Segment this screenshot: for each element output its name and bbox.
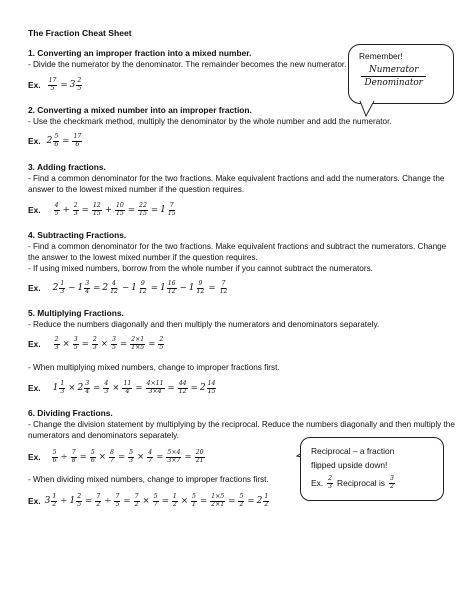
math-operator: ÷ (104, 496, 112, 507)
math-operator: = (123, 496, 131, 507)
section-5-heading: 5. Multiplying Fractions. (28, 308, 124, 318)
denominator: 4 (85, 387, 90, 395)
denominator: 2×1 (211, 500, 225, 508)
denominator: 5 (115, 500, 120, 508)
math-operator: × (180, 496, 189, 507)
denominator: 2 (134, 500, 139, 508)
denominator: 4 (85, 287, 90, 295)
math-operator: − (121, 283, 130, 294)
denominator: 1×5 (131, 343, 145, 351)
section-4-text-line-1: - Find a common denominator for the two fractions. Make equivalent fractions and subtract the numerators. Change (28, 242, 447, 251)
denominator: 12 (196, 287, 205, 295)
denominator: 12 (110, 287, 118, 295)
whole-number: 2 (256, 496, 263, 507)
math-operator: = (119, 339, 128, 350)
numerator: 9 (198, 280, 203, 287)
denominator: 2 (239, 500, 244, 508)
reciprocal-phrase: Reciprocal is (337, 478, 385, 489)
whole-number: 1 (69, 496, 76, 507)
numerator: 5 (153, 493, 158, 500)
numerator: 4 (148, 449, 153, 456)
whole-number: 1 (52, 383, 59, 394)
whole-number: 2 (46, 136, 53, 147)
denominator: 7 (110, 456, 114, 464)
numerator: 2 (328, 475, 333, 482)
denominator: 7 (153, 500, 158, 508)
numerator: 2 (54, 336, 59, 343)
numerator: 5 (52, 449, 57, 456)
math-operator: − (68, 283, 76, 294)
whole-number: 1 (160, 205, 166, 216)
section-2-heading: 2. Converting a mixed number into an improper fraction. (28, 105, 252, 115)
example-label: Ex. (28, 283, 41, 294)
numerator: 14 (207, 380, 216, 387)
denominator: 1 (192, 500, 196, 508)
numerator: 20 (195, 449, 204, 456)
numerator: 8 (110, 449, 114, 456)
denominator: 3 (73, 209, 78, 217)
numerator: 5 (90, 449, 95, 456)
numerator: 7 (134, 493, 139, 500)
math-operator: × (142, 496, 150, 507)
denominator: 8 (71, 456, 76, 464)
denominator: 3×4 (148, 387, 162, 395)
numerator: 4 (112, 280, 116, 287)
denominator: 5 (112, 343, 116, 351)
math-operator: = (184, 452, 192, 463)
fraction (327, 476, 333, 491)
denominator: 6 (90, 456, 95, 464)
math-operator: = (81, 339, 89, 350)
whole-number: 1 (131, 283, 137, 294)
denominator: 2 (264, 500, 269, 508)
denominator: 15 (92, 209, 101, 217)
numerator: 9 (140, 280, 145, 287)
numerator: 4×11 (146, 380, 164, 387)
denominator: 3×7 (167, 456, 181, 464)
remember-label: Remember! (359, 51, 403, 61)
section-4-text-line-2: the answer to the lowest mixed number if the question requires. (28, 253, 258, 262)
reciprocal-line-1: Reciprocal – a fraction (311, 446, 395, 456)
numerator: 3 (85, 280, 90, 287)
math-operator: = (167, 383, 175, 394)
math-operator: = (79, 452, 87, 463)
math-operator: ÷ (60, 452, 68, 463)
math-operator: = (127, 205, 136, 216)
denominator: 6 (54, 140, 59, 148)
reciprocal-example (311, 476, 396, 491)
denominator: 21 (195, 456, 204, 464)
section-5-text: - Reduce the numbers diagonally and then multiply the numerators and denominators separately. (28, 320, 380, 329)
math-operator: − (179, 283, 187, 294)
numerator: 1×5 (211, 493, 225, 500)
denominator-word: Denominator (364, 78, 423, 88)
denominator: 15 (115, 209, 124, 217)
math-operator: = (81, 205, 89, 216)
denominator: 3 (328, 482, 333, 490)
math-operator: = (85, 496, 93, 507)
denominator: 7 (148, 456, 153, 464)
numerator: 1 (60, 380, 65, 387)
numerator: 3 (73, 336, 78, 343)
math-operator: = (247, 496, 255, 507)
numerator: 11 (123, 380, 132, 387)
numerator: 44 (178, 380, 187, 387)
numerator: 1 (60, 280, 65, 287)
example-label: Ex. (28, 383, 41, 394)
numerator: 10 (115, 202, 124, 209)
example-label: Ex. (28, 205, 41, 216)
numerator: 17 (73, 133, 82, 140)
numerator: 3 (85, 380, 90, 387)
math-operator: × (62, 339, 70, 350)
numerator: 17 (48, 77, 57, 84)
fraction (326, 476, 334, 491)
section-5-mixed-text: - When multiplying mixed numbers, change to improper fractions first. (28, 363, 280, 372)
denominator: 12 (219, 287, 228, 295)
denominator: 3 (54, 343, 59, 351)
section-4-heading: 4. Subtracting Fractions. (28, 230, 127, 240)
math-operator: × (112, 383, 120, 394)
denominator: 15 (139, 209, 147, 217)
whole-number: 1 (77, 283, 84, 294)
numerator: 5 (239, 493, 244, 500)
numerator: 22 (139, 202, 147, 209)
denominator: 2 (172, 500, 177, 508)
reciprocal-line-2: flipped upside down! (311, 460, 388, 470)
numerator: 4 (54, 202, 59, 209)
fraction (388, 476, 396, 491)
section-3-heading: 3. Adding fractions. (28, 162, 106, 172)
numerator: 2 (159, 336, 164, 343)
whole-number: 2 (199, 383, 206, 394)
math-operator: = (148, 339, 156, 350)
denominator: 15 (167, 209, 176, 217)
whole-number: 3 (69, 80, 76, 91)
numerator: 7 (221, 280, 226, 287)
whole-number: 1 (188, 283, 195, 294)
numerator: 16 (167, 280, 176, 287)
denominator: 2 (390, 482, 394, 490)
numerator: 1 (172, 493, 177, 500)
math-operator: = (117, 452, 126, 463)
section-1-heading: 1. Converting an improper fraction into a mixed number. (28, 48, 252, 58)
example-label: Ex. (28, 136, 41, 147)
numerator: 2 (92, 336, 97, 343)
numerator: 3 (112, 336, 116, 343)
numerator: 2 (73, 202, 78, 209)
numerator: 7 (169, 202, 174, 209)
math-operator: = (228, 496, 236, 507)
math-operator: = (150, 283, 158, 294)
numerator: 5 (129, 449, 134, 456)
numerator: 5 (192, 493, 196, 500)
section-4-text-line-3: - If using mixed numbers, borrow from the whole number if you cannot subtract the numerators. (28, 264, 373, 273)
math-operator: ÷ (60, 496, 68, 507)
denominator: 12 (178, 387, 187, 395)
math-operator: = (93, 283, 101, 294)
numerator: 4 (104, 380, 109, 387)
section-6-text-line-1: - Change the division statement by multiplying by the reciprocal. Reduce the numbers diagonally and then multiply the (28, 420, 455, 429)
denominator: 15 (207, 387, 216, 395)
denominator: 6 (75, 140, 80, 148)
denominator: 2 (96, 500, 101, 508)
math-operator: = (208, 283, 216, 294)
example-label: Ex. (28, 80, 41, 91)
numerator: 1 (264, 493, 269, 500)
denominator: 5 (77, 500, 82, 508)
denominator: 5 (54, 209, 59, 217)
example-label: Ex. (28, 452, 41, 463)
fraction (389, 476, 395, 491)
numerator: 7 (96, 493, 101, 500)
math-operator: = (135, 383, 143, 394)
math-operator: × (137, 452, 145, 463)
denominator: 5 (50, 84, 55, 92)
math-operator: × (100, 339, 108, 350)
section-2-text: - Use the checkmark method, multiply the denominator by the whole number and add the numerator. (28, 117, 392, 126)
math-operator: = (150, 205, 159, 216)
denominator: 3 (60, 387, 65, 395)
denominator: 5 (159, 343, 164, 351)
denominator: 2 (52, 500, 57, 508)
whole-number: 2 (52, 283, 59, 294)
numerator: 2×1 (131, 336, 145, 343)
denominator: 12 (138, 287, 147, 295)
section-3-text-line-2: answer to the lowest mixed number if the question requires. (28, 185, 245, 194)
denominator: 3 (129, 456, 134, 464)
section-1-text: - Divide the numerator by the denominator. The remainder becomes the new numerator. (28, 60, 347, 69)
whole-number: 1 (159, 283, 166, 294)
numerator: 5×4 (167, 449, 181, 456)
math-operator: = (161, 496, 169, 507)
section-6-heading: 6. Dividing Fractions. (28, 408, 113, 418)
math-operator: = (60, 80, 68, 91)
denominator: 4 (125, 387, 130, 395)
numerator: 2 (77, 493, 82, 500)
denominator: 3 (104, 387, 109, 395)
whole-number: 2 (102, 283, 109, 294)
math-operator: = (190, 383, 198, 394)
math-operator: + (62, 205, 70, 216)
math-operator: = (199, 496, 208, 507)
example-label: Ex. (28, 496, 41, 507)
section-6-mixed-text: - When dividing mixed numbers, change to improper fractions first. (28, 475, 269, 484)
math-operator: = (93, 383, 101, 394)
denominator: 5 (73, 343, 78, 351)
denominator: 3 (60, 287, 65, 295)
example-label: Ex. (28, 339, 41, 350)
section-3-text-line-1: - Find a common denominator for the two fractions. Make equivalent fractions and add the numerators. Change the (28, 174, 445, 183)
math-operator: = (62, 136, 70, 147)
example-label: Ex. (311, 478, 324, 489)
page-title: The Fraction Cheat Sheet (28, 28, 132, 38)
numerator: 3 (390, 475, 394, 482)
math-operator: + (104, 205, 112, 216)
numerator: 5 (54, 133, 59, 140)
denominator: 5 (77, 84, 82, 92)
math-operator: × (98, 452, 106, 463)
reciprocal-callout (300, 437, 444, 501)
section-6-text-line-2: numerators and denominators separately. (28, 431, 179, 440)
numerator-word: Numerator (361, 65, 426, 77)
math-operator: = (156, 452, 164, 463)
denominator: 6 (52, 456, 57, 464)
whole-number: 3 (44, 496, 51, 507)
denominator: 12 (167, 287, 176, 295)
numerator: 7 (71, 449, 76, 456)
numerator: 7 (115, 493, 120, 500)
numerator: 1 (52, 493, 57, 500)
math-operator: × (68, 383, 76, 394)
denominator: 3 (92, 343, 97, 351)
whole-number: 2 (77, 383, 84, 394)
numerator: 2 (77, 77, 82, 84)
numerator: 12 (92, 202, 101, 209)
